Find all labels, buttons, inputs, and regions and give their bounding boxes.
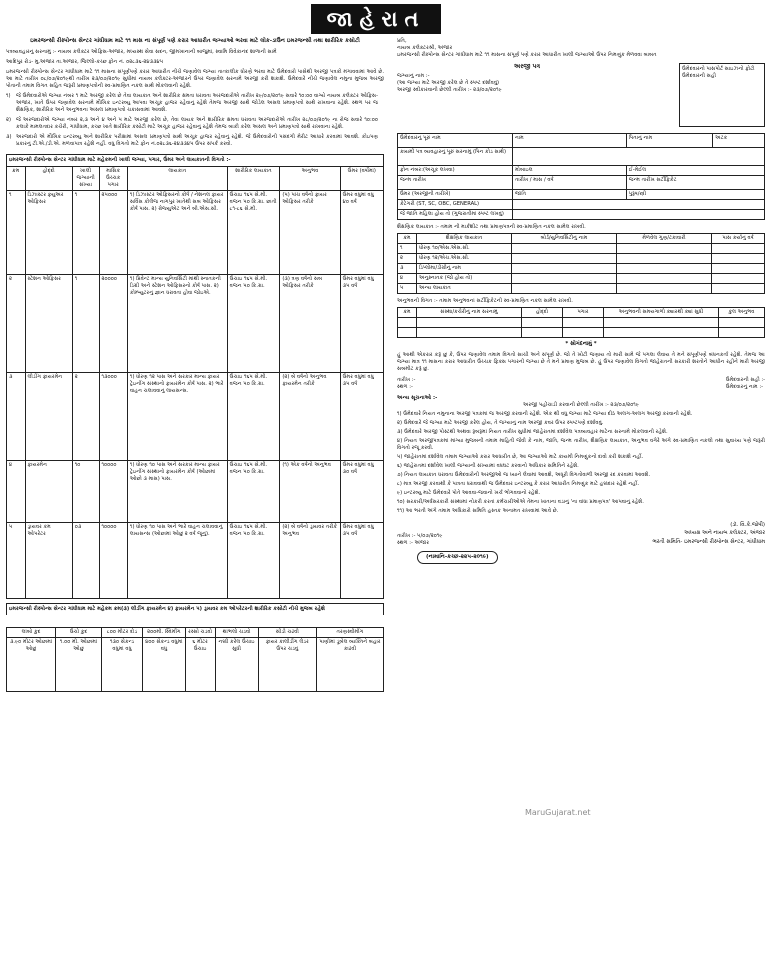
item-text: જે અરજદારોએ જગ્યા નંબર ૨,૩ અને ૪ અને ૫ માટે અરજી કરેલ છે, તેવા લાયક અને શારીરિક ક્ષમતા ધરાવતા અરજદારોએ તારીખ ૨૮/૦૭/૨૦૧૯ ના રોજ સવારે ૧૦:૦૦ કલાકે મામલતદાર કચેરી, ગાંધીધામ, કચ્છ ખાતે શારીરિક કસોટી માટે અચૂક હાજર રહેવાનું રહેશે તેમજ બાકી કરેલ અસલ અને પ્રમાણપત્રો સાથે રાખવાના રહેશે. (16, 116, 378, 130)
cell: ફાયર કાલીડીંગ લેડર ઉપર ચડવું (258, 637, 316, 691)
col-header: પાસ કર્યાનું વર્ષ (712, 234, 765, 244)
exp-title: અનુભવની વિગત :- તમામ અનુભવનાં સર્ટીફિકેટની સ્વ-પ્રમાણિત નકલ સામેલ રાખવી. (397, 298, 573, 305)
table-header-row (7, 166, 384, 190)
col-header: મેળવેલ ગુણ/ટકાવારી (617, 234, 712, 244)
main-paragraph: ઇમરજન્સી રીસ્પોન્સ સેન્ટર ગાંધીધામ માટે ૧૧ માસના સંપૂર્ણપણે કરાર આધારીત નીચે જણાવેલ જગ્યા તાત્કાલીક ધોરણે ભરવા માટે ઉમેદવારો પાસેથી અરજી પત્રકો મંગાવવામાં આવે છે. આ માટે તારીખ ૦૮/૦૭/૨૦૧૯થી તારીખ ૨૩/૦૭/૨૦૧૯ સુધીમાં નાયબ કલેક્ટર-અંજારને ઉપર જણાવેલ સરનામે અરજી કરી શકાશે. ઉમેદવારે નીચે જણાવેલ નમુના મુજબ અરજી પોતાની તમામ વિગત સહિત જરૂરી પ્રમાણપત્રોની સ્વ-પ્રમાણિત નકલ સાથે મોકલવાની રહેશે. (6, 68, 384, 89)
col-header: ખાલી જગ્યાની સંખ્યા (72, 166, 99, 190)
cell (513, 210, 765, 220)
table-header-row (398, 308, 765, 318)
cell: (૫) પાંચ વર્ષનો ફાયર ઓફિસર તરીકે (280, 190, 340, 274)
cell: અટક (713, 134, 765, 148)
table-row (398, 166, 765, 176)
cell: ૪ (7, 460, 26, 522)
cell: ૫ (398, 284, 417, 294)
cell: ૦૩ (72, 522, 99, 598)
note-item: ૫) જાહેરાતમાં દર્શાવેલ તમામ જગ્યાઓ કરાર આધારીત છે, આ જગ્યાઓ માટે કાયમી નિમણુંકનો દાવો કરી શકાશે નહીં. (397, 453, 644, 460)
cell: મોબાઇલ (513, 166, 627, 176)
row-label: કાયમી પત્ર વ્યવહારનું પૂરું સરનામું (પિન કોડ સાથે) (398, 148, 513, 166)
cell: ધોરણ ૧૨/એચ.એસ.સી. (417, 254, 512, 264)
col-header: થાંભલો ચડવો (215, 627, 258, 637)
row-label: ઉંમર (અરજીની તારીખે) (398, 190, 513, 200)
cell: ૨ (72, 372, 99, 460)
table-row (398, 328, 765, 338)
cell-month: માસ (533, 177, 543, 184)
phys-table (6, 627, 384, 692)
cell: ૪૦૦ સેકન્ડ વધુમાં વધુ (143, 637, 185, 691)
col-header: સીડી ચઢવી (258, 627, 316, 637)
to-line: ઇમરજન્સી રીસ્પોન્સ સેન્ટર ગાંધીધામ માટે ૧૧ માસના સંપૂર્ણ પણે કરાર આધારીત ખાલી જગ્યાઓ ઉપર નિમણુંક મેળવવા બાબત (397, 52, 657, 59)
issue-date: તારીખ :- ૫/૦૭/૨૦૧૯ (397, 532, 443, 539)
col-header: તરણસ્વીમીંગ (316, 627, 383, 637)
col-header: ૨૦૦મી. સ્વિમીંગ (143, 627, 185, 637)
cell: ૧) ધોરણ ૧૦ પાસ અને ભારે વાહન ચલાવવાનું લાયસન્સ (ઓછામાં ઓછું ૨ વર્ષ જૂનું). (127, 522, 227, 598)
cell: ઉંમર વધુમાં વધુ ૩૫ વર્ષ (340, 372, 383, 460)
cell: ૧) ધોરણ ૧૨ પાસ અને સરકાર માન્ય ફાયર ટ્રેઇનીંગ સંસ્થાનો ફાયરમેન કોર્ષ પાસ. ૨) ભારે વાહન ચલાવવાનું લાયસન્સ. (127, 372, 227, 460)
cell: ૧) પ્રિવેન્ટ માન્ય યુનિવર્સિટી માંથી સ્નાતકની ડિગ્રી અને સ્ટેશન ઓફિસરનો કોર્ષ પાસ. ૨) કોમ્પ્યુટરનું જ્ઞાન ધરાવતા હોવા જોઇએ. (127, 274, 227, 372)
col-header: અનુભવ (280, 166, 340, 190)
item-number: ૨) (6, 116, 12, 123)
col-header: શારીરિક લાયકાત (227, 166, 280, 190)
note-item: ૧) ઉમેદવારે નિયત નમુનાના અરજી પત્રકમાં જ અરજી કરવાની રહેશે. એક થી વધુ જગ્યા માટે જગ્યા દીઠ અલગ-અલગ અરજી કરવાની રહેશે. (397, 410, 693, 417)
cell: ઉંમર વધુમાં વધુ ૪૦ વર્ષ (340, 190, 383, 274)
cell: ૧ (72, 274, 99, 372)
col-header: ક્રમ (398, 234, 417, 244)
cell: (૩) ત્રણ વર્ષનો સબ ઓફિસર તરીકે (280, 274, 340, 372)
cell: ૧ (7, 190, 26, 274)
note-item: ૩) ઉમેદવારે અરજી પોસ્ટથી અથવા રૂબરૂમાં નિયત તારીખ સુધીમાં જાહેરાતમાં દર્શાવેલ પત્રવ્યવહાર માટેના સરનામે મોકલવાની રહેશે. (397, 428, 668, 435)
oath-text: હું આથી એકરાર કરૂં છું કે, ઉપર જણાવેલ તમામ વિગતો સાચી અને સંપૂર્ણ છે. જો તે ખોટી જણાય તો મારી સામે જે પગલા લેવાય તે મને સંપૂર્ણપણે બંધનકર્તા રહેશે. તેમજ આ જગ્યા માત્ર ૧૧ માસના કરાર આધારીત ઉચ્ચક ફિક્સ પગારની જગ્યા છે તે મને પ્રમાણ મુજબ છે. હું ઉપર જણાવેલ વિગતો જાહેરાતની સરકારી શરતોને આધીન રહીને મારી અરજી સબમીટ કરૂં છું. (397, 351, 765, 372)
cell: ૧.૦૦ મી. ઓછામાં ઓછું (56, 637, 102, 691)
oath-title: * સોગંદનામું * (565, 341, 597, 348)
edu-table (397, 233, 765, 294)
cell: ઉંમર વધુમાં વધુ ૩૫ વર્ષ (340, 274, 383, 372)
address-line2: આદિપુર રોડ- મુ.અંજાર તા.અંજાર, જિલ્લો-કચ્છ ફોન નં. ૦૨૮૩૬-૨૪૩૩૪૫ (6, 58, 164, 65)
table-row (7, 522, 384, 598)
to-line: પ્રતિ, (397, 38, 407, 44)
col-header: પગાર (563, 308, 604, 318)
cell: ઉંચાઇ ૧૬૫ સે.મી. વજન ૫૦ કિ.ગ્રા. (227, 372, 280, 460)
signatory-block (652, 521, 765, 547)
table-row (7, 372, 384, 460)
row-label: ઉમેદવારનું પૂરું નામ (398, 134, 513, 148)
cell: ડિઝાસ્ટર ફ્યુઅર ઓફિસર (25, 190, 72, 274)
col-header: બોર્ડ/યુનિવર્સિટીનું નામ (512, 234, 617, 244)
sign-field-name: ઉમેદવારનું નામ :- (725, 383, 763, 390)
table-row (398, 274, 765, 284)
cell: અન્ય લાયકાત (417, 284, 512, 294)
note-item: ૮) માત્ર અરજી કરવાથી કે પાત્રતા ધરાવવાથી જ ઉમેદવાર ઇન્ટરવ્યુ કે કરાર આધારીત નિમણુંક માટે હક્કદાર રહેશે નહીં. (397, 480, 640, 487)
to-block (397, 38, 765, 59)
right-column (397, 38, 765, 564)
cell: પુરૂષ/સ્ત્રી (626, 190, 764, 200)
row-label: જન્મ તારીખ (398, 176, 513, 190)
photo-box: ઉમેદવારનો પાસપોર્ટ સાઇઝનો ફોટો ઉમેદવારની સહી (679, 63, 765, 127)
cell: ૧૩૦૦૦ (99, 372, 127, 460)
cell: જન્મ તારીખ સર્ટીફિકેટ (626, 176, 764, 190)
cell: (૨) બે વર્ષનો અનુભવ ફાયરમેન તરીકે (280, 372, 340, 460)
watermark: MaruGujarat.net (525, 808, 591, 817)
cell: ૧૩૦ સેકન્ડ વધુમાં વધુ (101, 637, 142, 691)
to-line: નાયબ કલેક્ટરશ્રી, અંજાર (397, 45, 453, 52)
col-header: હોદ્દો (522, 308, 563, 318)
cell: પિતાનું નામ (626, 134, 712, 148)
col-header: રસ્સો ચડવો (185, 627, 215, 637)
cell: સ્ટેશન ઓફિસર (25, 274, 72, 372)
table-header-row (398, 234, 765, 244)
sign-field-place: સ્થળ :- (397, 383, 413, 390)
table-row (398, 200, 765, 210)
left-column (6, 38, 384, 692)
cell: ઉંચાઇ ૧૬૫ સે.મી. વજન ૫૦ કિ.ગ્રા. છાતી ૮૧-૮૬ સે.મી. (227, 190, 280, 274)
table-row (7, 190, 384, 274)
table-row (398, 134, 765, 148)
table-row (7, 274, 384, 372)
table-row (398, 148, 765, 166)
cell: ઈ-મેઈલ (626, 166, 764, 176)
intro-heading: ઇમરજન્સી રીસ્પોન્સ સેન્ટર ગાંધીધામ માટે ૧૧ માસ ના સંપૂર્ણ પણે કરાર આધારીત જગ્યાઓ ભરવા માટે લોક-ડાઉન ઇમરજન્સી તથા શારીરિક કસોટી (30, 38, 360, 44)
item-number: ૩) (6, 133, 12, 140)
col-header: સંસ્થા/કચેરીનું નામ સરનામું (417, 308, 522, 318)
item-number: ૧) (6, 92, 11, 99)
table-row (7, 637, 384, 691)
cell: (૨) બે વર્ષનો ડ્રાયવર તરીકે અનુભવ (280, 522, 340, 598)
col-header: શૈક્ષણિક લાયકાત (417, 234, 512, 244)
cell-date: તારીખ (515, 177, 529, 184)
cell: ૩ (398, 264, 417, 274)
table-row (7, 460, 384, 522)
col-header: ઉંચો કુદ (56, 627, 102, 637)
cell: ધોરણ ૧૦/એસ.એસ.સી. (417, 244, 512, 254)
col-header: ક્રમ (7, 166, 26, 190)
personal-table (397, 133, 765, 220)
cell: ૧) ધોરણ ૧૦ પાસ અને સરકાર માન્ય ફાયર ટ્રેઇનીંગ સંસ્થાનો ફાયરમેન કોર્ષ (ઓછામાં ઓછો ૩ માસ) પાસ. (127, 460, 227, 522)
cell: ઉંચાઇ ૧૬૫ સે.મી. વજન ૫૦ કિ.ગ્રા. (227, 460, 280, 522)
cell: ઉંચાઇ ૧૬૫ સે.મી. વજન ૫૦ કિ.ગ્રા. (227, 522, 280, 598)
cell: ડિપ્લોમા/ડીગ્રીનું નામ (417, 264, 512, 274)
cell: ૫ (7, 522, 26, 598)
cell (513, 200, 765, 210)
col-header: હોદ્દો (25, 166, 72, 190)
posts-table (6, 166, 384, 599)
cell: ૨ (398, 254, 417, 264)
cell: ફાયરમેન (25, 460, 72, 522)
table-row (398, 176, 765, 190)
cell: ૬ મીટર ઉંચાઇ (185, 637, 215, 691)
row-label: કેટેગરી (ST, SC, OBC, GENERAL) (398, 200, 513, 210)
table-row (398, 284, 765, 294)
cell: જાતિ (513, 190, 627, 200)
cell: ૩.૯૦ મીટર ઓછામાં ઓછું (7, 637, 56, 691)
row-label: જે જાતિ મહિલા હોય તો (ગુજરાતીમાં સ્પષ્ટ લખવું) (398, 210, 513, 220)
signatory-title: અધ્યક્ષ અને નાયબ કલેક્ટર, અંજાર (684, 530, 765, 537)
cell: લીડીંગ ફાયરમેન (25, 372, 72, 460)
col-header: લાયકાત (127, 166, 227, 190)
cell: ૩ (7, 372, 26, 460)
item-text: અરજદારો એ મૌખિક ઇન્ટરવ્યુ અને શારીરિક પરીક્ષામાં અસલ પ્રમાણપત્રો સાથે અચૂક હાજર રહેવાનું રહેશે. જે ઉમેદવારોની પસંદગી મેરીટ આધારે કરવામાં આવશે. કોઇપણ પ્રકારનું ટી.એ./ડી.એ. મળવાપાત્ર રહેશે નહીં. વધુ વિગતો માટે ફોન નં.૦૨૮૩૬-૨૪૩૩૪૫ ઉપર સંપર્ક કરવો. (16, 133, 378, 147)
item-text: જે ઉમેદવારોએ જગ્યા નંબર ૧ માટે અરજી કરેલ છે તેવા લાયકાત અને શારીરિક ક્ષમતા ધરાવતા અરજદારોએ તારીખ ૨૯/૦૭/૨૦૧૯ સવારે ૧૦:૦૦ વાગ્યે નાયબ કલેક્ટર ઓફિસ-અંજાર, ખાતે ઉપર જણાવેલ સરનામે મૌખિક ઇન્ટરવ્યુ આપવા અચૂક હાજર રહેવાનું રહેશે તેમજ અરજી સાથે જોડેલ અસલ પ્રમાણપત્રો સાથે રાખવાના રહેશે. સ્થળ પર જ શૈક્ષણિક, શારીરિક અને અનુભવના અસલ પ્રમાણપત્રો ચકાસવામાં આવશે. (16, 92, 378, 113)
note-item: ૧૧) આ ભરતી અંગે તમામ અધિકારો સમિતિ હસ્તક અનામત રાખવામાં આવે છે. (397, 507, 559, 514)
col-header: ઉંમર (વર્ષોમાં) (340, 166, 383, 190)
cell: ઉંમર વધુમાં વધુ ૩૦ વર્ષ (340, 460, 383, 522)
col-header: માસિક ઉચ્ચક પગાર (99, 166, 127, 190)
sign-field-signature: ઉમેદવારની સહી :- (725, 376, 765, 383)
banner-title: જાહેરાત (311, 4, 441, 34)
field-post-note: (આ જગ્યા માટે અરજી કરેલ છે તે સ્પષ્ટ દર્શાવવું) (397, 80, 500, 87)
phys-table-title: ઇમરજન્સી રીસ્પોન્સ સેન્ટર ગાંધીધામ માટે મહેકમ ક્રમ(૩) લીડીંગ ફાયરમેન ૪) ફાયરમેન ૫) ડ્રાયવર કમ ઓપરેટરની શારીરિક કસોટી નીચે મુજબ રહેશે (6, 603, 384, 615)
note-item: ૭) નિયત લાયકાત ધરાવતા ઉમેદવારોની અરજીઓ જ ધ્યાને લેવામાં આવશે, અધૂરી વિગતોવાળી અરજી રદ કરવામાં આવશે. (397, 471, 651, 478)
signatory-name: (ડૉ. વિ.કે.જોષી) (730, 521, 765, 528)
note-item: ૧૦) સરકારી/અર્ધસરકારી સંસ્થામાં નોકરી કરતાં કર્મચારીઓએ તેમના ખાતાના વડાનું 'ના વાંધા પ્રમાણપત્ર' આપવાનું રહેશે. (397, 498, 644, 505)
cell: ૨૫૦૦૦ (99, 190, 127, 274)
row-label: ફોન નંબર:(અચૂક લખવા) (398, 166, 513, 176)
cell-year: વર્ષ (547, 177, 554, 184)
cell: નામ (513, 134, 627, 148)
note-item: ૯) ઇન્ટરવ્યુ માટે ઉમેદવારે પોતે આવવા-જવાનો ખર્ચ ભોગવવાનો રહેશે. (397, 489, 541, 496)
cell: અનુસ્નાતક (જો હોય તો) (417, 274, 512, 284)
table-row (398, 264, 765, 274)
cell: નક્કી કરેલ ઉંચાઇ સુધી (215, 637, 258, 691)
form-title: અરજી પત્ર (513, 63, 541, 71)
edu-title: શૈક્ષણિક લાયકાત :- તમામ ની માર્કશીટ તથા પ્રમાણપત્રની સ્વ-પ્રમાણિત નકલ સામેલ રાખવી. (397, 224, 586, 231)
cell: ૨૦૦૦૦ (99, 274, 127, 372)
note-item: ૪) નિયત અરજીપત્રકમાં માંગ્યા મુજબની તમામ માહિતી જેવી કે નામ, જાતિ, જન્મ તારીખ, શૈક્ષણિક લાયકાત, અનુભવ વગેરે અંગે સ્વ-પ્રમાણિત નકલો તથા સુવાચ્ય પણે જરૂરી વિગતો રજૂ કરવી. (397, 437, 765, 451)
col-header: ૮૦૦ મીટર દોડ (101, 627, 142, 637)
cell: ઉંચાઇ ૧૬૫ સે.મી. વજન ૫૦ કિ.ગ્રા. (227, 274, 280, 372)
cell: ૧૦ (72, 460, 99, 522)
table-row (398, 254, 765, 264)
signatory-committee: ભરતી સમિતિ- ઇમરજન્સી રીસ્પોન્સ સેન્ટર, ગાંધીધામ (652, 539, 765, 546)
cell: ૧ (398, 244, 417, 254)
posts-table-title: ઇમરજન્સી રીસ્પોન્સ સેન્ટર ગાંધીધામ માટે મહેકમની ખાલી જગ્યા, પગાર, ઉંમર અને લાયકાતની વિગતો :- (6, 154, 384, 166)
table-row (398, 244, 765, 254)
cell: ૧૦૦૦૦ (99, 522, 127, 598)
col-header: અનુભવની સમયગાળો ક્યારથી ક્યાં સુધી (604, 308, 719, 318)
cell: (૧) એક વર્ષનો અનુભવ (280, 460, 340, 522)
col-header: ક્રમ (398, 308, 417, 318)
table-row (398, 210, 765, 220)
note-item: ૬) જાહેરાતમાં દર્શાવેલ ખાલી જગ્યાની સંખ્યામાં વધઘટ કરવાનો અધિકાર સમિતિને રહેશે. (397, 462, 579, 469)
notes-title: અન્ય સૂચનાઓ :- (397, 394, 438, 401)
notes-block (397, 395, 765, 515)
field-deadline: અરજી સ્વીકારવાની છેલ્લી તારીખ :- ૨૩/૦૭/૨૦૧૯ (397, 87, 502, 94)
notice-stamp: (નામાનિ-કચ્છ-૨૨૫-૨૦૧૯) (417, 551, 498, 565)
cell: ૨ (7, 274, 26, 372)
cell: ૧ (72, 190, 99, 274)
col-header: લાંબો કુદ (7, 627, 56, 637)
issue-place: સ્થળ :- અંજાર (397, 539, 430, 546)
field-post: જગ્યાનું નામ :- (397, 73, 430, 80)
col-header: કુલ અનુભવ (719, 308, 765, 318)
cell: ૧૦૦૦૦ (99, 460, 127, 522)
note-item: ૨) ઉમેદવારે જે જગ્યા માટે અરજી કરેલ હોય, તે જગ્યાનું નામ અરજી કવર ઉપર સ્પષ્ટપણે દર્શાવવું. (397, 419, 604, 426)
cell: ૧) ડિઝાસ્ટર ઓફિસરનો કોર્ષ / નેશનલ ફાયર સર્વિસ કોલેજ નાગપુર ખાતેથી સબ ઓફિસર કોર્ષ પાસ. ૨) ગ્રેજ્યુએટ અને બી.એસ.સી. (127, 190, 227, 274)
table-row (398, 190, 765, 200)
cell: પાણીમાં ડૂબેલ વ્યક્તિને બહાર કાઢવી (316, 637, 383, 691)
cell (513, 148, 765, 166)
cell: ઉંમર વધુમાં વધુ ૩૫ વર્ષ (340, 522, 383, 598)
sign-field-date: તારીખ :- (397, 376, 416, 383)
cell: ડ્રાયવર કમ ઓપરેટર (25, 522, 72, 598)
table-header-row (7, 627, 384, 637)
cell: ૪ (398, 274, 417, 284)
cell: તારીખ / માસ / વર્ષ (513, 176, 627, 190)
notes-deadline: અરજી પહોંચાડી કરવાની છેલ્લી તારીખ :- ૨૩/૦૭/૨૦૧૯ (523, 401, 639, 408)
address-line1: પત્રવ્યવહારનું સરનામું :- નાયબ કલેક્ટર ઓફિસ-અંજાર, મધ્યસ્થ સેવા સદન, જીમખાનાની બાજુમાં, સ્વામિ વિવેકાનંદ શાળાની સામે (6, 48, 277, 55)
exp-table (397, 307, 765, 338)
table-row (398, 318, 765, 328)
